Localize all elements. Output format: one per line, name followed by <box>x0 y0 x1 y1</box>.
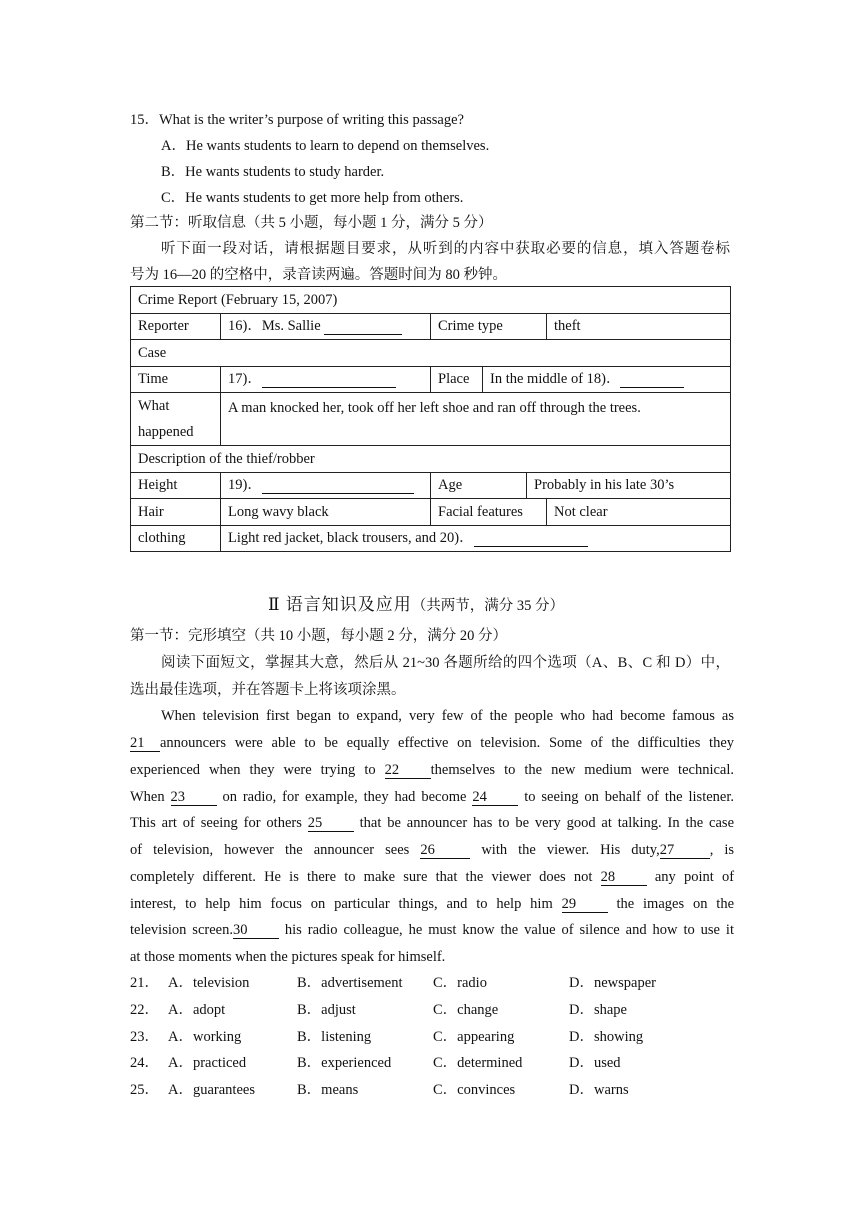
passage-line-7 <box>130 867 734 887</box>
option-21-d[interactable]: D．newspaper <box>569 975 656 991</box>
table-row <box>131 313 731 340</box>
passage-line-6 <box>130 840 734 860</box>
crime-type-label: Crime type <box>431 313 547 340</box>
option-23-b[interactable]: B．listening <box>297 1029 372 1045</box>
blank-24[interactable]: 24 <box>472 789 518 806</box>
option-23-d[interactable]: D．showing <box>569 1029 644 1045</box>
hair-value: Long wavy black <box>221 499 431 526</box>
option-23-c[interactable]: C．appearing <box>433 1029 515 1045</box>
part2-heading: 第二节：听取信息（共 5 小题，每小题 1 分，满分 5 分） <box>130 215 493 231</box>
what-happened-label-line2: happened <box>138 424 194 440</box>
option-25-a[interactable]: A．guarantees <box>168 1082 255 1098</box>
crime-report-title: Crime Report (February 15, 2007) <box>131 287 731 314</box>
section-2-title <box>268 590 564 615</box>
place-cell <box>483 366 731 393</box>
blank-25[interactable]: 25 <box>308 815 354 832</box>
passage-line-4 <box>130 787 734 807</box>
passage-line-4-text-a: When <box>130 789 165 805</box>
blank-22[interactable]: 22 <box>385 762 431 779</box>
passage-line-2-text: announcers were able to be equally effective on television. Some of the difficulties they <box>160 735 734 751</box>
crime-report-table <box>130 286 731 552</box>
passage-line-5-text-a: This art of seeing for others <box>130 815 302 831</box>
blank-30[interactable]: 30 <box>233 922 279 939</box>
passage-line-5-text-b: that be announcer has to be very good at talking. In the case <box>359 815 735 831</box>
table-row <box>131 393 731 446</box>
passage-line-8-text-a: interest, to help him focus on particular things, and to help him <box>130 896 553 912</box>
option-23-a[interactable]: A．working <box>168 1029 242 1045</box>
facial-features-value: Not clear <box>547 499 731 526</box>
option-25-d[interactable]: D．warns <box>569 1082 629 1098</box>
passage-line-9-text-b: his radio colleague, he must know the value of silence and how to use it <box>284 922 734 938</box>
clothing-value: Light red jacket, black trousers, and 20)． <box>228 530 474 547</box>
age-value: Probably in his late 30’s <box>527 472 731 499</box>
option-25-b[interactable]: B．means <box>297 1082 359 1098</box>
passage-line-2 <box>130 733 734 753</box>
option-row-25-number: 25． <box>130 1082 159 1098</box>
option-24-d[interactable]: D．used <box>569 1055 621 1071</box>
option-row-21-number: 21． <box>130 975 159 991</box>
passage-line-5 <box>130 813 734 833</box>
what-happened-label-line1: What <box>138 398 170 414</box>
option-21-c[interactable]: C．radio <box>433 975 487 991</box>
option-24-a[interactable]: A．practiced <box>168 1055 247 1071</box>
part1-heading: 第一节：完形填空（共 10 小题，每小题 2 分，满分 20 分） <box>130 628 507 644</box>
place-label: Place <box>431 366 483 393</box>
question-15-option-b: B．He wants students to study harder. <box>161 164 385 180</box>
answer-blank-18[interactable] <box>620 371 684 388</box>
table-row <box>131 499 731 526</box>
age-label: Age <box>431 472 527 499</box>
passage-line-6-text-c: , is <box>709 842 735 858</box>
height-value: 19)． <box>228 477 262 494</box>
passage-line-1: When television first began to expand, very few of the people who had become famous as <box>161 708 734 724</box>
passage-line-3 <box>130 760 734 780</box>
part1-instruction-line2: 选出最佳选项，并在答题卡上将该项涂黑。 <box>130 682 406 698</box>
reporter-cell <box>221 313 431 340</box>
passage-line-6-text-b: with the viewer. His duty, <box>481 842 660 858</box>
time-cell <box>221 366 431 393</box>
table-row <box>131 472 731 499</box>
passage-line-9-text-a: television screen. <box>130 922 233 938</box>
blank-21[interactable]: 21 <box>130 735 160 752</box>
blank-29[interactable]: 29 <box>562 896 608 913</box>
section-2-title-text: Ⅱ 语言知识及应用 <box>268 595 412 614</box>
blank-27[interactable]: 27 <box>660 842 710 859</box>
answer-blank-19[interactable] <box>262 477 414 494</box>
answer-blank-17[interactable] <box>262 371 396 388</box>
option-21-a[interactable]: A．television <box>168 975 250 991</box>
height-label: Height <box>131 472 221 499</box>
what-happened-label <box>131 393 221 446</box>
reporter-value: 16)．Ms. Sallie <box>228 318 321 335</box>
passage-line-8-text-b: the images on the <box>616 896 735 912</box>
reporter-label: Reporter <box>131 313 221 340</box>
passage-line-9 <box>130 920 734 940</box>
hair-label: Hair <box>131 499 221 526</box>
passage-line-4-text-b: on radio, for example, they had become <box>222 789 467 805</box>
blank-26[interactable]: 26 <box>420 842 470 859</box>
table-row <box>131 340 731 367</box>
what-happened-value: A man knocked her, took off her left shoe and ran off through the trees. <box>221 393 731 446</box>
height-cell <box>221 472 431 499</box>
question-15-option-c: C．He wants students to get more help from others. <box>161 190 464 206</box>
facial-features-label: Facial features <box>431 499 547 526</box>
option-row-23-number: 23． <box>130 1029 159 1045</box>
option-25-c[interactable]: C．convinces <box>433 1082 516 1098</box>
option-22-c[interactable]: C．change <box>433 1002 499 1018</box>
option-24-b[interactable]: B．experienced <box>297 1055 392 1071</box>
case-label: Case <box>131 340 731 367</box>
option-22-d[interactable]: D．shape <box>569 1002 627 1018</box>
time-label: Time <box>131 366 221 393</box>
clothing-cell <box>221 525 731 552</box>
table-row <box>131 446 731 473</box>
time-value: 17)． <box>228 371 262 388</box>
section-2-subtitle: （共两节，满分 35 分） <box>411 598 565 614</box>
passage-line-4-text-c: to seeing on behalf of the listener. <box>524 789 735 805</box>
passage-line-10: at those moments when the pictures speak for himself. <box>130 949 446 965</box>
passage-line-3-text-b: themselves to the new medium were technical. <box>430 762 734 778</box>
place-value: In the middle of 18)． <box>490 371 621 388</box>
part2-instruction-line2: 号为 16—20 的空格中，录音读两遍。答题时间为 80 秒钟。 <box>130 267 507 283</box>
table-row <box>131 525 731 552</box>
answer-blank-16[interactable] <box>324 318 402 335</box>
blank-23[interactable]: 23 <box>171 789 217 806</box>
option-24-c[interactable]: C．determined <box>433 1055 523 1071</box>
description-label: Description of the thief/robber <box>131 446 731 473</box>
option-22-a[interactable]: A．adopt <box>168 1002 226 1018</box>
option-row-24-number: 24． <box>130 1055 159 1071</box>
part1-instruction-line1: 阅读下面短文，掌握其大意，然后从 21~30 各题所给的四个选项（A、B、C 和 D）中， <box>161 655 730 671</box>
table-row <box>131 366 731 393</box>
clothing-label: clothing <box>131 525 221 552</box>
answer-blank-20[interactable] <box>474 530 588 547</box>
part2-instruction-line1: 听下面一段对话，请根据题目要求，从听到的内容中获取必要的信息，填入答题卷标 <box>161 241 730 257</box>
option-row-22-number: 22． <box>130 1002 159 1018</box>
passage-line-7-text-a: completely different. He is there to make sure that the viewer does not <box>130 869 593 885</box>
passage-line-3-text-a: experienced when they were trying to <box>130 762 376 778</box>
question-15-stem: 15．What is the writer’s purpose of writing this passage? <box>130 112 464 128</box>
option-22-b[interactable]: B．adjust <box>297 1002 356 1018</box>
table-row <box>131 287 731 314</box>
question-15-option-a: A．He wants students to learn to depend on themselves. <box>161 138 490 154</box>
crime-type-value: theft <box>547 313 731 340</box>
blank-28[interactable]: 28 <box>601 869 647 886</box>
option-21-b[interactable]: B．advertisement <box>297 975 403 991</box>
passage-line-8 <box>130 894 734 914</box>
passage-line-6-text-a: of television, however the announcer sees <box>130 842 410 858</box>
passage-line-7-text-b: any point of <box>654 869 735 885</box>
